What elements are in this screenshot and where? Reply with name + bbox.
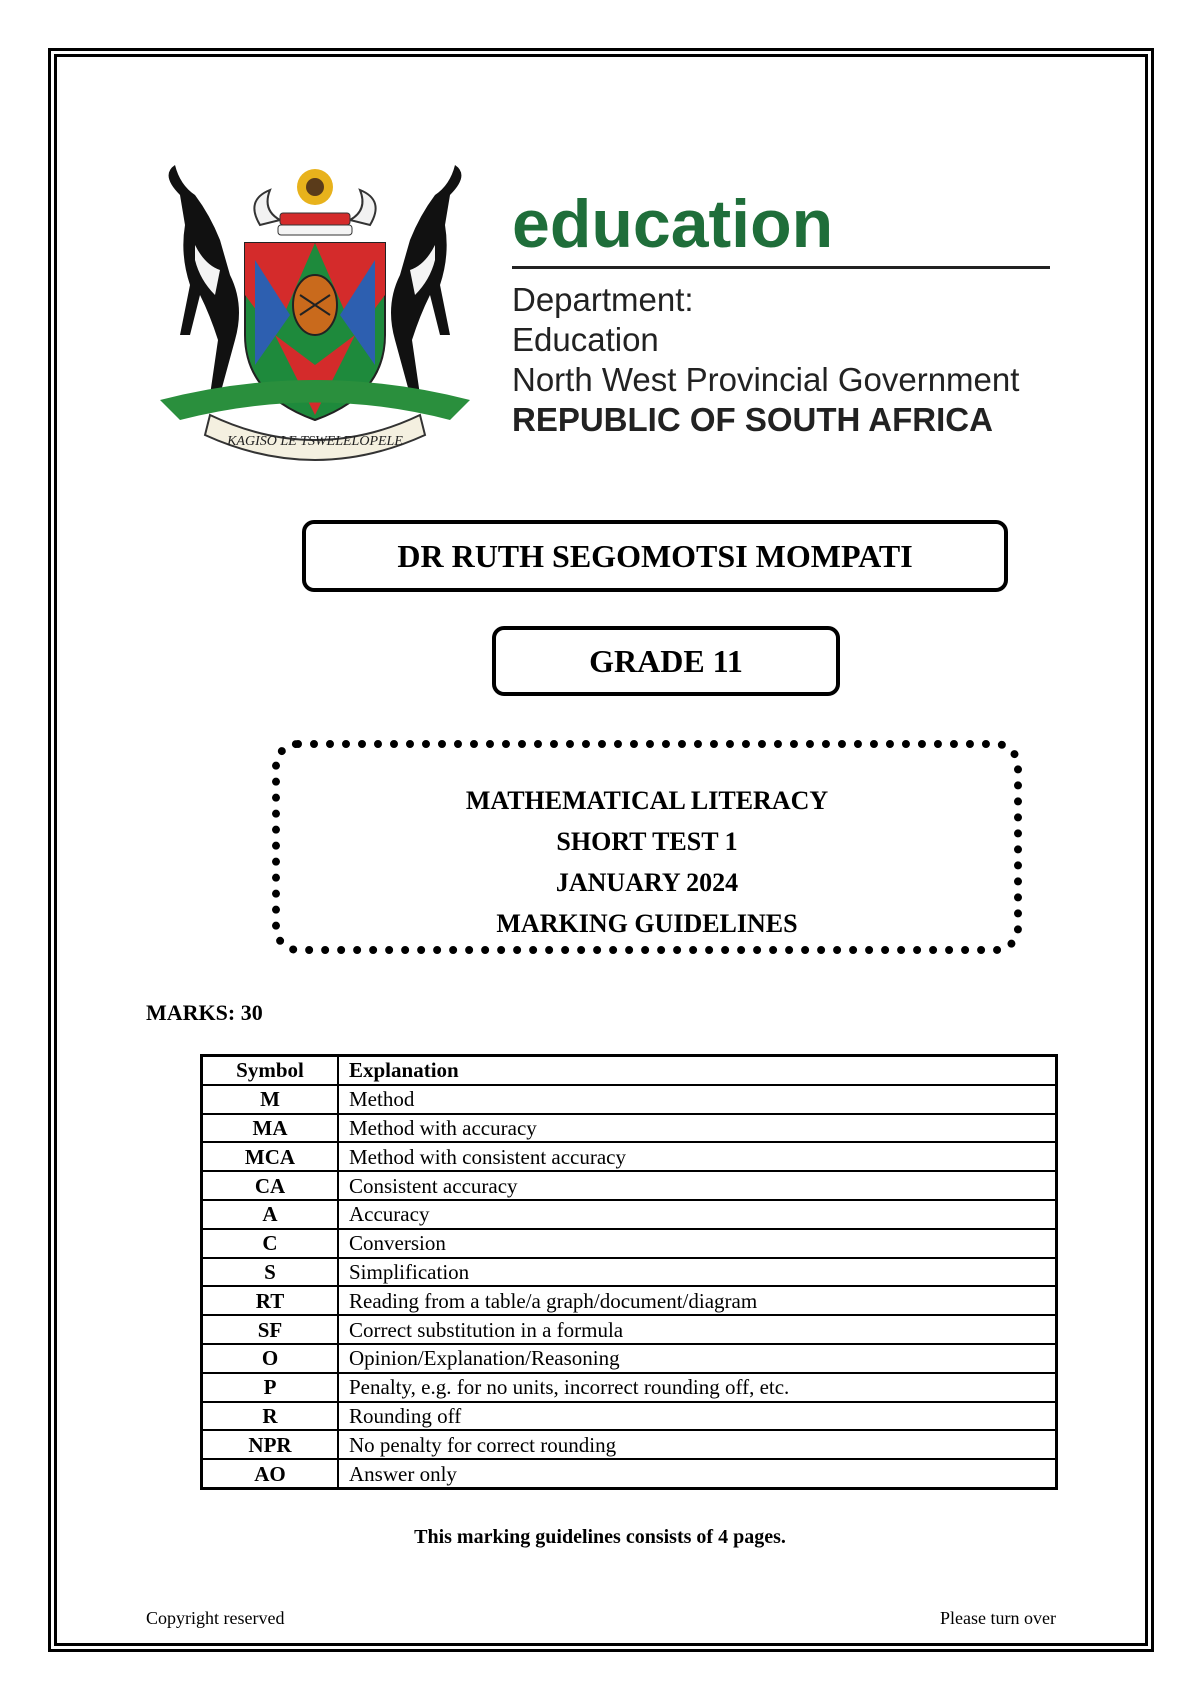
explanation-cell: Method with accuracy xyxy=(338,1114,1057,1143)
explanation-cell: Simplification xyxy=(338,1258,1057,1287)
column-header: Symbol xyxy=(202,1056,339,1085)
explanation-cell: Method xyxy=(338,1085,1057,1114)
grade-label: GRADE 11 xyxy=(492,626,840,696)
crest-motto: KAGISO LE TSWELELOPELE xyxy=(227,434,403,449)
brand-divider xyxy=(512,266,1050,269)
symbol-cell: O xyxy=(202,1344,339,1373)
document-type: MARKING GUIDELINES xyxy=(496,909,798,938)
table-row xyxy=(202,1114,1057,1143)
table-row xyxy=(202,1085,1057,1114)
table-row xyxy=(202,1430,1057,1459)
table-row xyxy=(202,1200,1057,1229)
symbol-cell: C xyxy=(202,1229,339,1258)
copyright-notice: Copyright reserved xyxy=(146,1608,285,1628)
country-name: REPUBLIC OF SOUTH AFRICA xyxy=(512,401,993,438)
explanation-cell: Conversion xyxy=(338,1229,1057,1258)
explanation-cell: Accuracy xyxy=(338,1200,1057,1229)
explanation-cell: Consistent accuracy xyxy=(338,1171,1057,1200)
turn-over-note: Please turn over xyxy=(940,1608,1056,1628)
test-info-box xyxy=(272,740,1022,954)
symbol-cell: CA xyxy=(202,1171,339,1200)
table-row xyxy=(202,1315,1057,1344)
department-line: North West Provincial Government xyxy=(512,361,1020,398)
symbol-cell: P xyxy=(202,1373,339,1402)
total-marks: MARKS: 30 xyxy=(146,1000,263,1025)
symbol-cell: AO xyxy=(202,1459,339,1488)
explanation-cell: Answer only xyxy=(338,1459,1057,1488)
department-block xyxy=(512,280,1019,440)
symbol-cell: M xyxy=(202,1085,339,1114)
district-name: DR RUTH SEGOMOTSI MOMPATI xyxy=(302,520,1008,592)
table-row xyxy=(202,1142,1057,1171)
symbol-cell: SF xyxy=(202,1315,339,1344)
test-name: SHORT TEST 1 xyxy=(556,827,738,856)
symbol-cell: S xyxy=(202,1258,339,1287)
symbol-cell: NPR xyxy=(202,1430,339,1459)
page-count-note: This marking guidelines consists of 4 pages. xyxy=(414,1526,786,1548)
department-line: Education xyxy=(512,321,659,358)
test-date: JANUARY 2024 xyxy=(555,868,739,897)
explanation-cell: Penalty, e.g. for no units, incorrect rounding off, etc. xyxy=(338,1373,1057,1402)
symbol-legend-table xyxy=(200,1054,1058,1490)
coat-of-arms-logo xyxy=(150,165,480,470)
symbol-cell: MCA xyxy=(202,1142,339,1171)
table-row xyxy=(202,1171,1057,1200)
explanation-cell: Rounding off xyxy=(338,1402,1057,1431)
table-row xyxy=(202,1229,1057,1258)
subject-title: MATHEMATICAL LITERACY xyxy=(465,786,829,815)
symbol-cell: MA xyxy=(202,1114,339,1143)
column-header: Explanation xyxy=(338,1056,1057,1085)
table-row xyxy=(202,1344,1057,1373)
table-row xyxy=(202,1286,1057,1315)
explanation-cell: Opinion/Explanation/Reasoning xyxy=(338,1344,1057,1373)
table-row xyxy=(202,1402,1057,1431)
table-row xyxy=(202,1459,1057,1488)
table-header-row xyxy=(202,1056,1057,1085)
table-row xyxy=(202,1373,1057,1402)
department-line: Department: xyxy=(512,281,694,318)
symbol-cell: A xyxy=(202,1200,339,1229)
explanation-cell: Correct substitution in a formula xyxy=(338,1315,1057,1344)
explanation-cell: Method with consistent accuracy xyxy=(338,1142,1057,1171)
explanation-cell: Reading from a table/a graph/document/diagram xyxy=(338,1286,1057,1315)
symbol-cell: RT xyxy=(202,1286,339,1315)
explanation-cell: No penalty for correct rounding xyxy=(338,1430,1057,1459)
brand-word: education xyxy=(512,186,834,262)
symbol-cell: R xyxy=(202,1402,339,1431)
table-row xyxy=(202,1258,1057,1287)
